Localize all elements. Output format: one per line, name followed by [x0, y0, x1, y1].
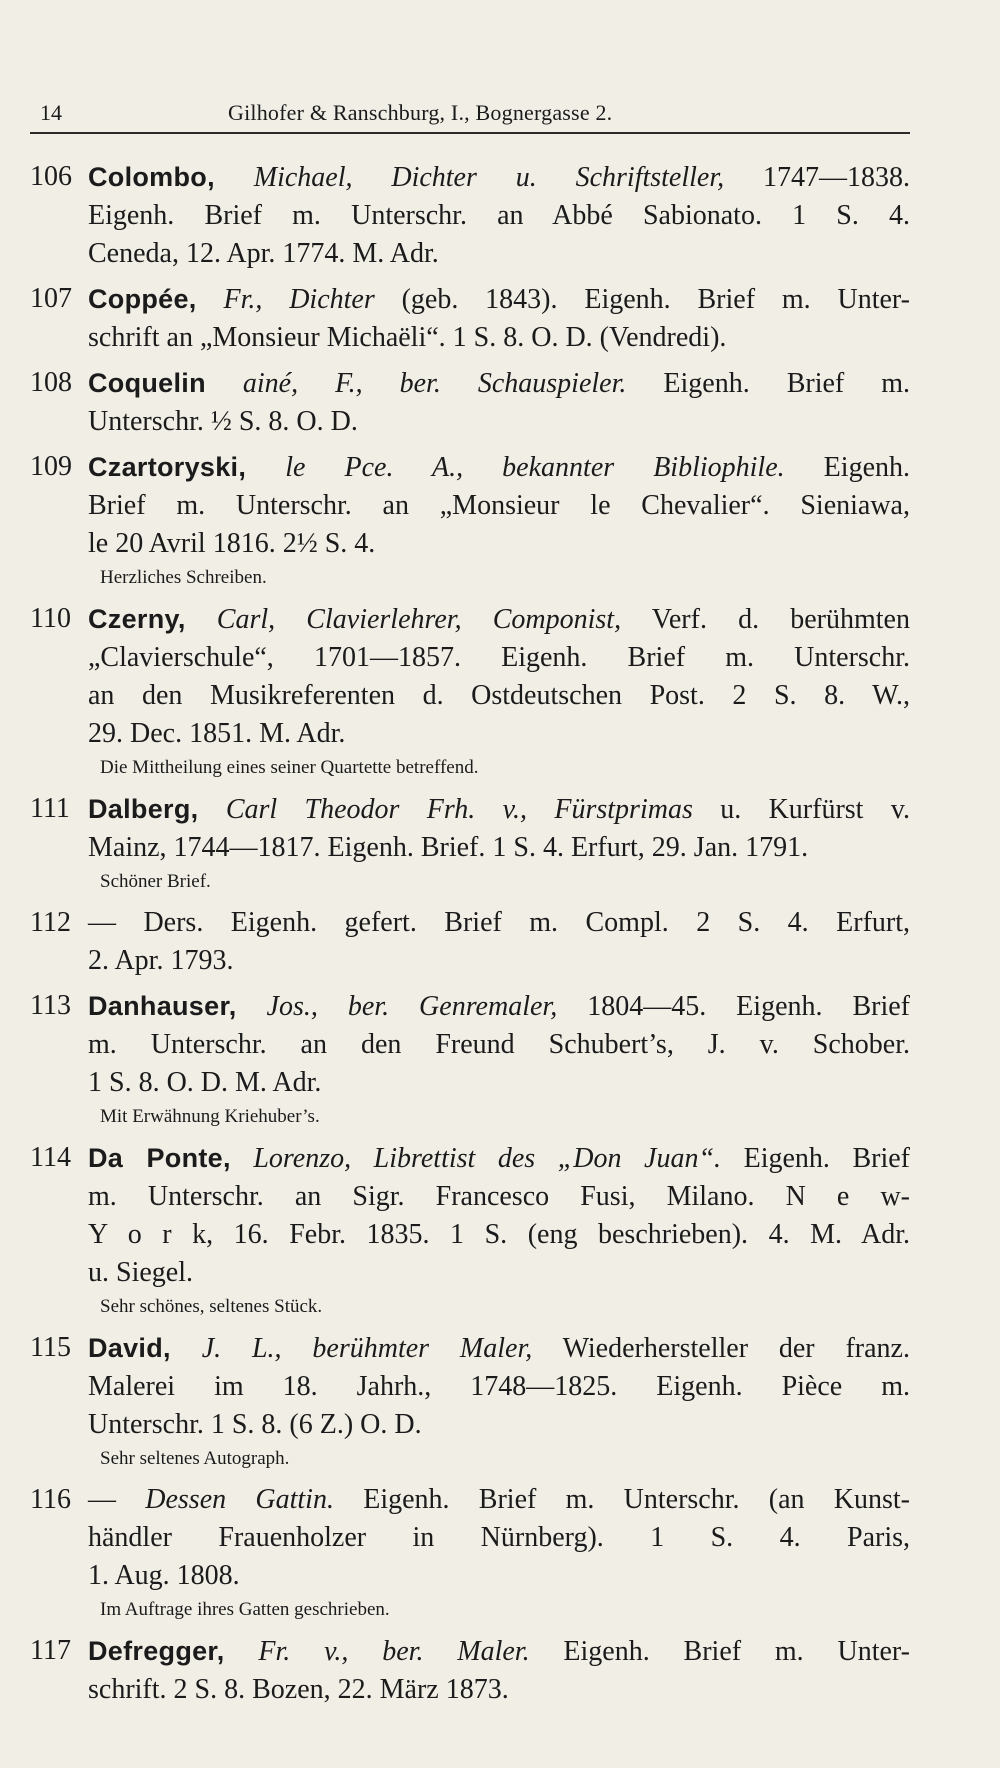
- entry-text: Y o r k, 16. Febr. 1835. 1 S. (eng beschrieben). 4. M. Adr.: [88, 1219, 910, 1250]
- entry-text: Malerei im 18. Jahrh., 1748—1825. Eigenh. Pièce m.: [88, 1371, 910, 1402]
- catalog-entry: [0, 280, 1000, 357]
- entry-line: [88, 403, 910, 441]
- entry-description: Carl, Clavierlehrer, Componist,: [216, 604, 622, 635]
- entry-body: [88, 1329, 910, 1474]
- catalog-entry: [0, 790, 1000, 897]
- entry-text: [206, 368, 243, 399]
- entry-text: Unterschr. ½ S. 8. O. D.: [88, 406, 358, 437]
- entry-description: Fr. v., ber. Maler.: [258, 1636, 530, 1667]
- entry-note: Mit Erwähnung Kriehuber’s.: [100, 1106, 320, 1127]
- page-number: 14: [40, 100, 62, 125]
- entry-text: Eigenh. Brief: [721, 1143, 911, 1174]
- entry-text: le 20 Avril 1816. 2½ S. 4.: [88, 528, 376, 559]
- entry-text: Unterschr. 1 S. 8. (6 Z.) O. D.: [88, 1409, 422, 1440]
- entry-line: [88, 197, 910, 235]
- entry-line: [88, 1064, 910, 1102]
- entry-note: Im Auftrage ihres Gatten geschrieben.: [100, 1599, 390, 1620]
- entry-text: Eigenh. Brief m. Unterschr. an Abbé Sabionato. 1 S. 4.: [88, 200, 910, 231]
- entry-text: m. Unterschr. an den Freund Schubert’s, J. v. Schober.: [88, 1029, 910, 1060]
- entry-line: [88, 319, 910, 357]
- entry-name: Danhauser,: [88, 991, 237, 1021]
- entry-name: Da Ponte,: [88, 1143, 231, 1173]
- entry-text: [198, 794, 225, 825]
- entry-text: Wiederhersteller der franz.: [532, 1333, 910, 1364]
- entry-number: 110: [30, 603, 71, 634]
- catalog-entry: [0, 987, 1000, 1132]
- entry-description: ainé, F., ber. Schauspieler.: [242, 368, 627, 399]
- entry-description: Lorenzo, Librettist des „Don Juan“.: [253, 1143, 722, 1174]
- catalog-entry: [0, 364, 1000, 441]
- entry-text: an den Musikreferenten d. Ostdeutschen Post. 2 S. 8. W.,: [88, 680, 910, 711]
- entry-number: 115: [30, 1332, 71, 1363]
- entry-line: [88, 235, 910, 273]
- entry-line: [88, 987, 910, 1026]
- entry-line: [88, 1139, 910, 1178]
- entry-line: [88, 1406, 910, 1444]
- entry-description: Jos., ber. Genremaler,: [266, 991, 558, 1022]
- entry-text: [225, 1636, 259, 1667]
- entry-text: 2. Apr. 1793.: [88, 945, 234, 976]
- entry-text: 29. Dec. 1851. M. Adr.: [88, 718, 346, 749]
- entry-text: 1 S. 8. O. D. M. Adr.: [88, 1067, 322, 1098]
- entry-text: händler Frauenholzer in Nürnberg). 1 S. 4. Paris,: [88, 1522, 910, 1553]
- entry-number: 116: [30, 1484, 71, 1515]
- entry-line: [88, 1368, 910, 1406]
- entry-line: [88, 1178, 910, 1216]
- entry-text: Eigenh. Brief m. Unter-: [529, 1636, 910, 1667]
- page-header: [30, 98, 910, 134]
- entry-text: [197, 284, 224, 315]
- entry-line: [88, 1026, 910, 1064]
- entry-line: [88, 600, 910, 639]
- entry-name: Defregger,: [88, 1636, 225, 1666]
- entry-name: Coppée,: [88, 284, 197, 314]
- entry-text: m. Unterschr. an Sigr. Francesco Fusi, Milano. N e w-: [88, 1181, 910, 1212]
- entry-body: [88, 1632, 910, 1709]
- entry-text: [231, 1143, 254, 1174]
- entry-body: [88, 790, 910, 897]
- entry-line: [88, 1481, 910, 1519]
- entry-text: [237, 991, 267, 1022]
- entry-description: le Pce. A., bekannter Bibliophile.: [285, 452, 785, 483]
- entry-number: 106: [30, 161, 72, 192]
- entry-line: [88, 364, 910, 403]
- entry-note: Herzliches Schreiben.: [100, 567, 267, 588]
- entry-text: Eigenh. Brief m. Unterschr. (an Kunst-: [333, 1484, 910, 1515]
- entry-text: —: [88, 1484, 146, 1515]
- entry-name: Colombo,: [88, 162, 215, 192]
- entry-text: Verf. d. berühmten: [621, 604, 910, 635]
- entry-text: [186, 604, 217, 635]
- entry-line: [88, 942, 910, 980]
- entry-text: (geb. 1843). Eigenh. Brief m. Unter-: [374, 284, 911, 315]
- entry-line: [88, 1216, 910, 1254]
- entry-text: 1. Aug. 1808.: [88, 1560, 240, 1591]
- entry-line: [88, 158, 910, 197]
- entry-text: Eigenh. Brief m.: [626, 368, 911, 399]
- catalog-entry: [0, 158, 1000, 273]
- entry-number: 107: [30, 283, 72, 314]
- entry-text: [215, 162, 254, 193]
- entry-body: [88, 1481, 910, 1625]
- entry-text: 1747—1838.: [724, 162, 910, 193]
- entry-text: schrift. 2 S. 8. Bozen, 22. März 1873.: [88, 1674, 509, 1705]
- entry-description: Carl Theodor Frh. v., Fürstprimas: [225, 794, 693, 825]
- entry-line: [88, 525, 910, 563]
- entry-name: Czerny,: [88, 604, 186, 634]
- entry-number: 114: [30, 1142, 71, 1173]
- catalog-entry: [0, 448, 1000, 593]
- entry-text: u. Kurfürst v.: [692, 794, 910, 825]
- entry-number: 112: [30, 907, 71, 938]
- entry-body: [88, 904, 910, 980]
- entry-line: [88, 487, 910, 525]
- entry-text: Ceneda, 12. Apr. 1774. M. Adr.: [88, 238, 439, 269]
- entry-description: Michael, Dichter u. Schriftsteller,: [253, 162, 725, 193]
- entry-name: David,: [88, 1333, 171, 1363]
- entry-line: [88, 1254, 910, 1292]
- entry-line: [88, 1519, 910, 1557]
- entry-name: Coquelin: [88, 368, 206, 398]
- entry-text: 1804—45. Eigenh. Brief: [557, 991, 911, 1022]
- entry-description: Fr., Dichter: [223, 284, 375, 315]
- entry-note: Die Mittheilung eines seiner Quartette betreffend.: [100, 757, 479, 778]
- entry-number: 108: [30, 367, 72, 398]
- entry-note: Sehr seltenes Autograph.: [100, 1448, 290, 1469]
- entry-text: — Ders. Eigenh. gefert. Brief m. Compl. 2 S. 4. Erfurt,: [88, 907, 910, 938]
- entry-line: [88, 829, 910, 867]
- entry-body: [88, 1139, 910, 1322]
- entry-line: [88, 1671, 910, 1709]
- entry-line: [88, 448, 910, 487]
- entry-line: [88, 715, 910, 753]
- entry-body: [88, 364, 910, 441]
- entry-line: [88, 1329, 910, 1368]
- entry-line: [88, 1557, 910, 1595]
- entry-body: [88, 448, 910, 593]
- entry-number: 111: [30, 793, 70, 824]
- entry-note: Schöner Brief.: [100, 871, 211, 892]
- entry-text: Eigenh.: [784, 452, 910, 483]
- entry-name: Dalberg,: [88, 794, 199, 824]
- running-title: Gilhofer & Ranschburg, I., Bognergasse 2.: [228, 100, 613, 125]
- entry-line: [88, 1632, 910, 1671]
- entry-note: Sehr schönes, seltenes Stück.: [100, 1296, 323, 1317]
- entry-number: 117: [30, 1635, 71, 1666]
- catalog-entry: [0, 1481, 1000, 1625]
- entry-number: 109: [30, 451, 72, 482]
- entry-text: „Clavierschule“, 1701—1857. Eigenh. Brief m. Unterschr.: [88, 642, 910, 673]
- entry-line: [88, 904, 910, 942]
- entry-text: [171, 1333, 202, 1364]
- entry-body: [88, 987, 910, 1132]
- catalog-entry: [0, 600, 1000, 783]
- entry-name: Czartoryski,: [88, 452, 247, 482]
- entry-description: Dessen Gattin.: [145, 1484, 334, 1515]
- entry-line: [88, 677, 910, 715]
- catalog-entry: [0, 904, 1000, 980]
- entry-line: [88, 790, 910, 829]
- catalog-entry: [0, 1632, 1000, 1709]
- entry-number: 113: [30, 990, 71, 1021]
- entry-text: u. Siegel.: [88, 1257, 193, 1288]
- catalog-entry: [0, 1139, 1000, 1322]
- catalog-entries: [0, 158, 1000, 1716]
- entry-text: Mainz, 1744—1817. Eigenh. Brief. 1 S. 4. Erfurt, 29. Jan. 1791.: [88, 832, 809, 863]
- entry-body: [88, 600, 910, 783]
- entry-body: [88, 158, 910, 273]
- entry-line: [88, 280, 910, 319]
- entry-text: [246, 452, 285, 483]
- entry-text: Brief m. Unterschr. an „Monsieur le Chevalier“. Sieniawa,: [88, 490, 910, 521]
- entry-line: [88, 639, 910, 677]
- entry-description: J. L., berühmter Maler,: [201, 1333, 533, 1364]
- entry-body: [88, 280, 910, 357]
- entry-text: schrift an „Monsieur Michaëli“. 1 S. 8. O. D. (Vendredi).: [88, 322, 727, 353]
- catalog-entry: [0, 1329, 1000, 1474]
